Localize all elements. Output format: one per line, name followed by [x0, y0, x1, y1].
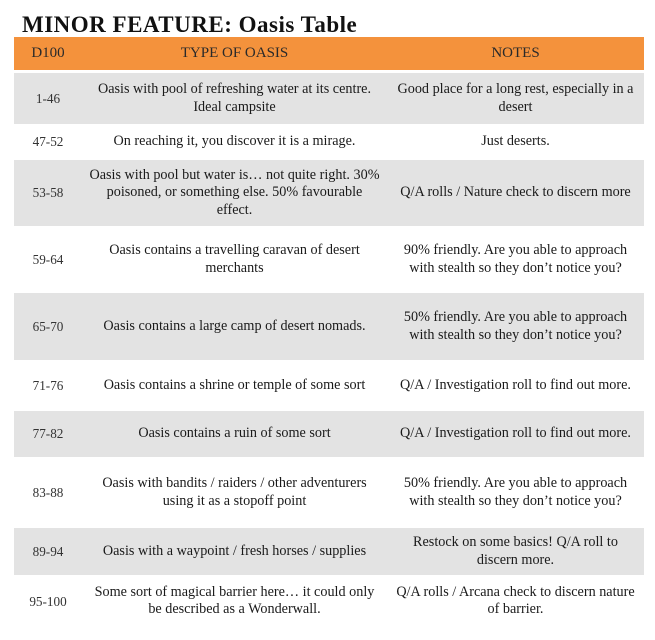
type-cell: Oasis with bandits / raiders / other adventurers using it as a stopoff point: [82, 459, 387, 527]
roll-cell: 47-52: [14, 126, 82, 159]
notes-cell: Q/A / Investigation roll to find out more.: [387, 410, 644, 459]
type-cell: Oasis contains a shrine or temple of some sort: [82, 362, 387, 410]
type-cell: Oasis with pool of refreshing water at its centre. Ideal campsite: [82, 72, 387, 126]
page-title: MINOR FEATURE: Oasis Table: [22, 12, 358, 37]
roll-cell: 59-64: [14, 228, 82, 292]
type-cell: Some sort of magical barrier here… it could only be described as a Wonderwall.: [82, 577, 387, 625]
table-row: [14, 228, 644, 292]
roll-cell: 71-76: [14, 362, 82, 410]
notes-cell: Restock on some basics! Q/A roll to discern more.: [387, 527, 644, 577]
table-row: [14, 362, 644, 410]
table-body: [14, 72, 644, 625]
roll-cell: 1-46: [14, 72, 82, 126]
type-cell: On reaching it, you discover it is a mirage.: [82, 126, 387, 159]
type-cell: Oasis with a waypoint / fresh horses / supplies: [82, 527, 387, 577]
table-row: [14, 72, 644, 126]
type-cell: Oasis contains a travelling caravan of desert merchants: [82, 228, 387, 292]
table-row: [14, 159, 644, 228]
roll-cell: 77-82: [14, 410, 82, 459]
notes-cell: 90% friendly. Are you able to approach with stealth so they don’t notice you?: [387, 228, 644, 292]
type-cell: Oasis with pool but water is… not quite right. 30% poisoned, or something else. 50% favourable effect.: [82, 159, 387, 228]
table-header: [14, 37, 644, 72]
notes-cell: 50% friendly. Are you able to approach with stealth so they don’t notice you?: [387, 292, 644, 362]
table-row: [14, 410, 644, 459]
table-row: [14, 527, 644, 577]
table-row: [14, 292, 644, 362]
notes-cell: Just deserts.: [387, 126, 644, 159]
notes-cell: Q/A rolls / Arcana check to discern nature of barrier.: [387, 577, 644, 625]
notes-cell: 50% friendly. Are you able to approach with stealth so they don’t notice you?: [387, 459, 644, 527]
notes-cell: Q/A / Investigation roll to find out more.: [387, 362, 644, 410]
header-type: TYPE OF OASIS: [82, 37, 387, 72]
table-row: [14, 126, 644, 159]
type-cell: Oasis contains a ruin of some sort: [82, 410, 387, 459]
table-row: [14, 577, 644, 625]
roll-cell: 89-94: [14, 527, 82, 577]
type-cell: Oasis contains a large camp of desert nomads.: [82, 292, 387, 362]
header-row: [14, 37, 644, 72]
roll-cell: 83-88: [14, 459, 82, 527]
header-notes: NOTES: [387, 37, 644, 72]
oasis-table: [14, 37, 644, 625]
notes-cell: Good place for a long rest, especially in a desert: [387, 72, 644, 126]
roll-cell: 53-58: [14, 159, 82, 228]
notes-cell: Q/A rolls / Nature check to discern more: [387, 159, 644, 228]
roll-cell: 65-70: [14, 292, 82, 362]
roll-cell: 95-100: [14, 577, 82, 625]
table-row: [14, 459, 644, 527]
header-d100: D100: [14, 37, 82, 72]
